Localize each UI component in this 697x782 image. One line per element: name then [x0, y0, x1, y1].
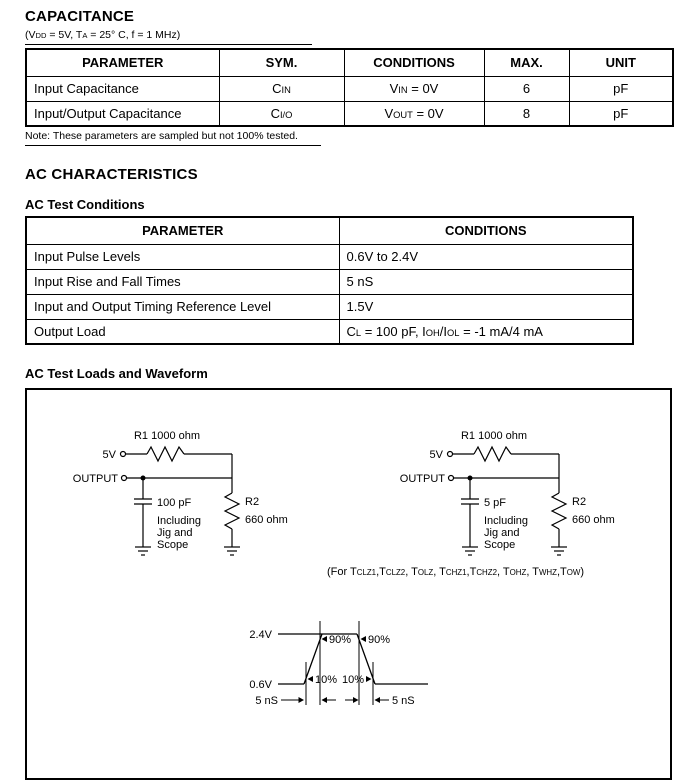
waveform-applies-to: (For TCLZ1,TCLZ2, TOLZ, TCHZ1,TCHZ2, TOHZ, TWHZ,TOW)	[327, 566, 585, 578]
cell-conditions: 0.6V to 2.4V	[339, 244, 633, 269]
trise-label: 5 nS	[255, 695, 278, 707]
resistor-r2	[552, 493, 566, 529]
arrowheads	[299, 636, 381, 703]
p10-rise-label: 10%	[315, 674, 338, 686]
capacitance-note: Note: These parameters are sampled but not 100% tested.	[25, 130, 321, 146]
ac-test-conditions-title: AC Test Conditions	[25, 197, 145, 212]
capacitance-title: CAPACITANCE	[25, 8, 135, 25]
cap-note-line1: Including	[157, 515, 202, 527]
test-loads-diagram-box	[25, 388, 672, 780]
conditions-header-row	[26, 217, 633, 244]
ground-icon	[551, 547, 567, 555]
cell-conditions: CL = 100 pF, IOH/IOL = -1 mA/4 mA	[339, 319, 633, 344]
cell-parameter: Input/Output Capacitance	[26, 101, 219, 126]
cell-parameter: Input Capacitance	[26, 76, 219, 101]
r2-label: R2	[572, 496, 587, 508]
cell-conditions: 5 nS	[339, 269, 633, 294]
cap-note-line2: Jig and	[157, 527, 193, 539]
resistor-r2	[225, 493, 239, 529]
cell-unit: pF	[569, 101, 673, 126]
resistor-r1	[474, 447, 511, 461]
output-terminal	[449, 476, 454, 481]
vhigh-label: 2.4V	[249, 629, 272, 641]
capacitance-conditions: (VDD = 5V, TA = 25° C, f = 1 MHz)	[25, 29, 312, 45]
r2-label: R2	[245, 496, 260, 508]
p90-fall-label: 90%	[368, 634, 391, 646]
test-load-circuit-left	[72, 425, 302, 565]
col-header-unit: UNIT	[569, 49, 673, 76]
junction-dot	[468, 476, 473, 481]
col-header-max: MAX.	[484, 49, 569, 76]
col-header-conditions: CONDITIONS	[339, 217, 633, 244]
ac-characteristics-title: AC CHARACTERISTICS	[25, 166, 198, 183]
vlow-label: 0.6V	[249, 679, 272, 691]
cell-parameter: Input Pulse Levels	[26, 244, 339, 269]
resistor-r1	[147, 447, 184, 461]
cap-note-line1: Including	[484, 515, 529, 527]
cap-note-line3: Scope	[157, 539, 189, 551]
table-row	[26, 319, 633, 344]
capacitor	[134, 499, 152, 504]
table-row	[26, 101, 673, 126]
capacitance-header-row	[26, 49, 673, 76]
tfall-label: 5 nS	[392, 695, 415, 707]
table-row	[26, 294, 633, 319]
cell-sym: CIN	[219, 76, 344, 101]
capacitor	[461, 499, 479, 504]
cell-max: 6	[484, 76, 569, 101]
cap-label: 100 pF	[157, 497, 192, 509]
table-row	[26, 76, 673, 101]
junction-dot	[141, 476, 146, 481]
r2-value: 660 ohm	[572, 514, 615, 526]
cell-conditions: 1.5V	[339, 294, 633, 319]
r1-label: R1 1000 ohm	[133, 430, 201, 442]
cell-conditions: VIN = 0V	[344, 76, 484, 101]
supply-terminal	[121, 452, 126, 457]
ac-test-loads-title: AC Test Loads and Waveform	[25, 366, 208, 381]
table-row	[26, 244, 633, 269]
supply-terminal	[448, 452, 453, 457]
output-terminal	[122, 476, 127, 481]
r2-value: 660 ohm	[245, 514, 288, 526]
output-label: OUTPUT	[72, 473, 118, 485]
ground-icon	[462, 547, 478, 555]
cell-parameter: Output Load	[26, 319, 339, 344]
p90-rise-label: 90%	[329, 634, 352, 646]
col-header-conditions: CONDITIONS	[344, 49, 484, 76]
cap-label: 5 pF	[484, 497, 507, 509]
p10-fall-label: 10%	[341, 674, 364, 686]
supply-label: 5V	[429, 449, 443, 461]
ac-test-conditions-table	[25, 216, 634, 345]
output-label: OUTPUT	[399, 473, 445, 485]
capacitance-table	[25, 48, 674, 127]
r1-label: R1 1000 ohm	[460, 430, 528, 442]
test-waveform	[232, 612, 452, 722]
cap-note-line2: Jig and	[484, 527, 520, 539]
cell-unit: pF	[569, 76, 673, 101]
cell-conditions: VOUT = 0V	[344, 101, 484, 126]
ground-icon	[224, 547, 240, 555]
col-header-parameter: PARAMETER	[26, 49, 219, 76]
cell-parameter: Input Rise and Fall Times	[26, 269, 339, 294]
ground-icon	[135, 547, 151, 555]
test-load-circuit-right	[399, 425, 629, 565]
table-row	[26, 269, 633, 294]
cell-max: 8	[484, 101, 569, 126]
cell-parameter: Input and Output Timing Reference Level	[26, 294, 339, 319]
cap-note-line3: Scope	[484, 539, 516, 551]
col-header-parameter: PARAMETER	[26, 217, 339, 244]
supply-label: 5V	[102, 449, 116, 461]
col-header-sym: SYM.	[219, 49, 344, 76]
cell-sym: CI/O	[219, 101, 344, 126]
